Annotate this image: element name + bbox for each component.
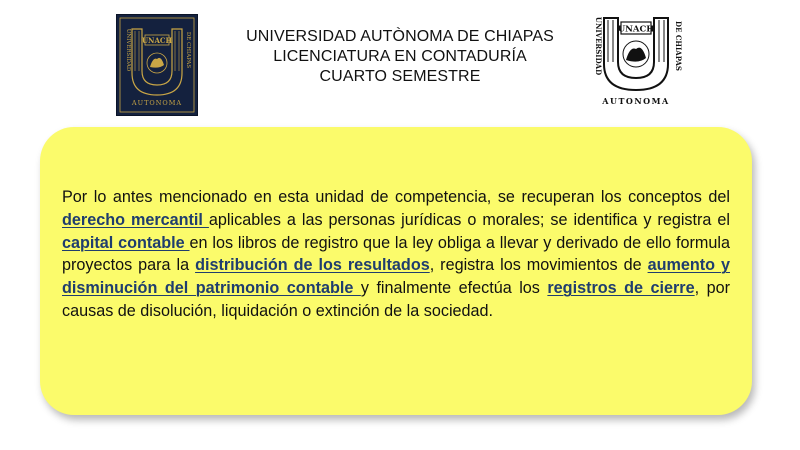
keyword-derecho-mercantil: derecho mercantil	[62, 210, 209, 229]
semester-name: CUARTO SEMESTRE	[319, 68, 481, 85]
text-segment: Por lo antes mencionado en esta unidad de competencia, se recuperan los conceptos del	[62, 188, 730, 206]
logo-bottom-text: AUTONOMA	[131, 99, 183, 107]
unach-logo-left	[116, 14, 198, 116]
text-segment: , por causas de disolución, liquidación o extinción de la sociedad.	[62, 279, 731, 320]
logo-left-side-text: UNIVERSIDAD	[125, 28, 131, 72]
competence-description	[62, 186, 730, 323]
logo-right-side-text: DE CHIAPAS	[185, 31, 191, 69]
keyword-registros-cierre: registros de cierre	[547, 279, 695, 298]
header-title-block	[220, 27, 580, 87]
text-segment: y finalmente efectúa los	[360, 279, 548, 298]
keyword-distribucion-resultados: distribución de los resultados	[195, 256, 430, 275]
university-name: UNIVERSIDAD AUTÒNOMA DE CHIAPAS	[246, 28, 554, 45]
text-segment: , registra los movimientos de	[429, 256, 648, 275]
content-callout-box	[40, 127, 752, 415]
logo-unach-label: UNACH	[617, 24, 655, 35]
unach-seal-icon	[117, 15, 197, 115]
text-segment: en los libros de registro que la ley obliga a llevar y derivado de ello formula proyectos para la	[62, 233, 730, 275]
keyword-capital-contable: capital contable	[62, 233, 190, 252]
text-segment: aplicables a las personas jurídicas o morales; se identifica y registra el	[208, 210, 730, 229]
logo-unach-label: UNACH	[141, 36, 173, 45]
degree-name: LICENCIATURA EN CONTADURÍA	[273, 48, 527, 65]
keyword-aumento-disminucion-patrimonio: aumento y disminución del patrimonio contable	[62, 256, 730, 298]
unach-seal-icon	[584, 8, 688, 112]
slide-header	[0, 0, 800, 120]
logo-left-side-text: UNIVERSIDAD	[594, 16, 603, 76]
unach-logo-right	[584, 8, 688, 112]
logo-right-side-text: DE CHIAPAS	[674, 21, 683, 71]
logo-bottom-text: AUTONOMA	[602, 96, 670, 106]
